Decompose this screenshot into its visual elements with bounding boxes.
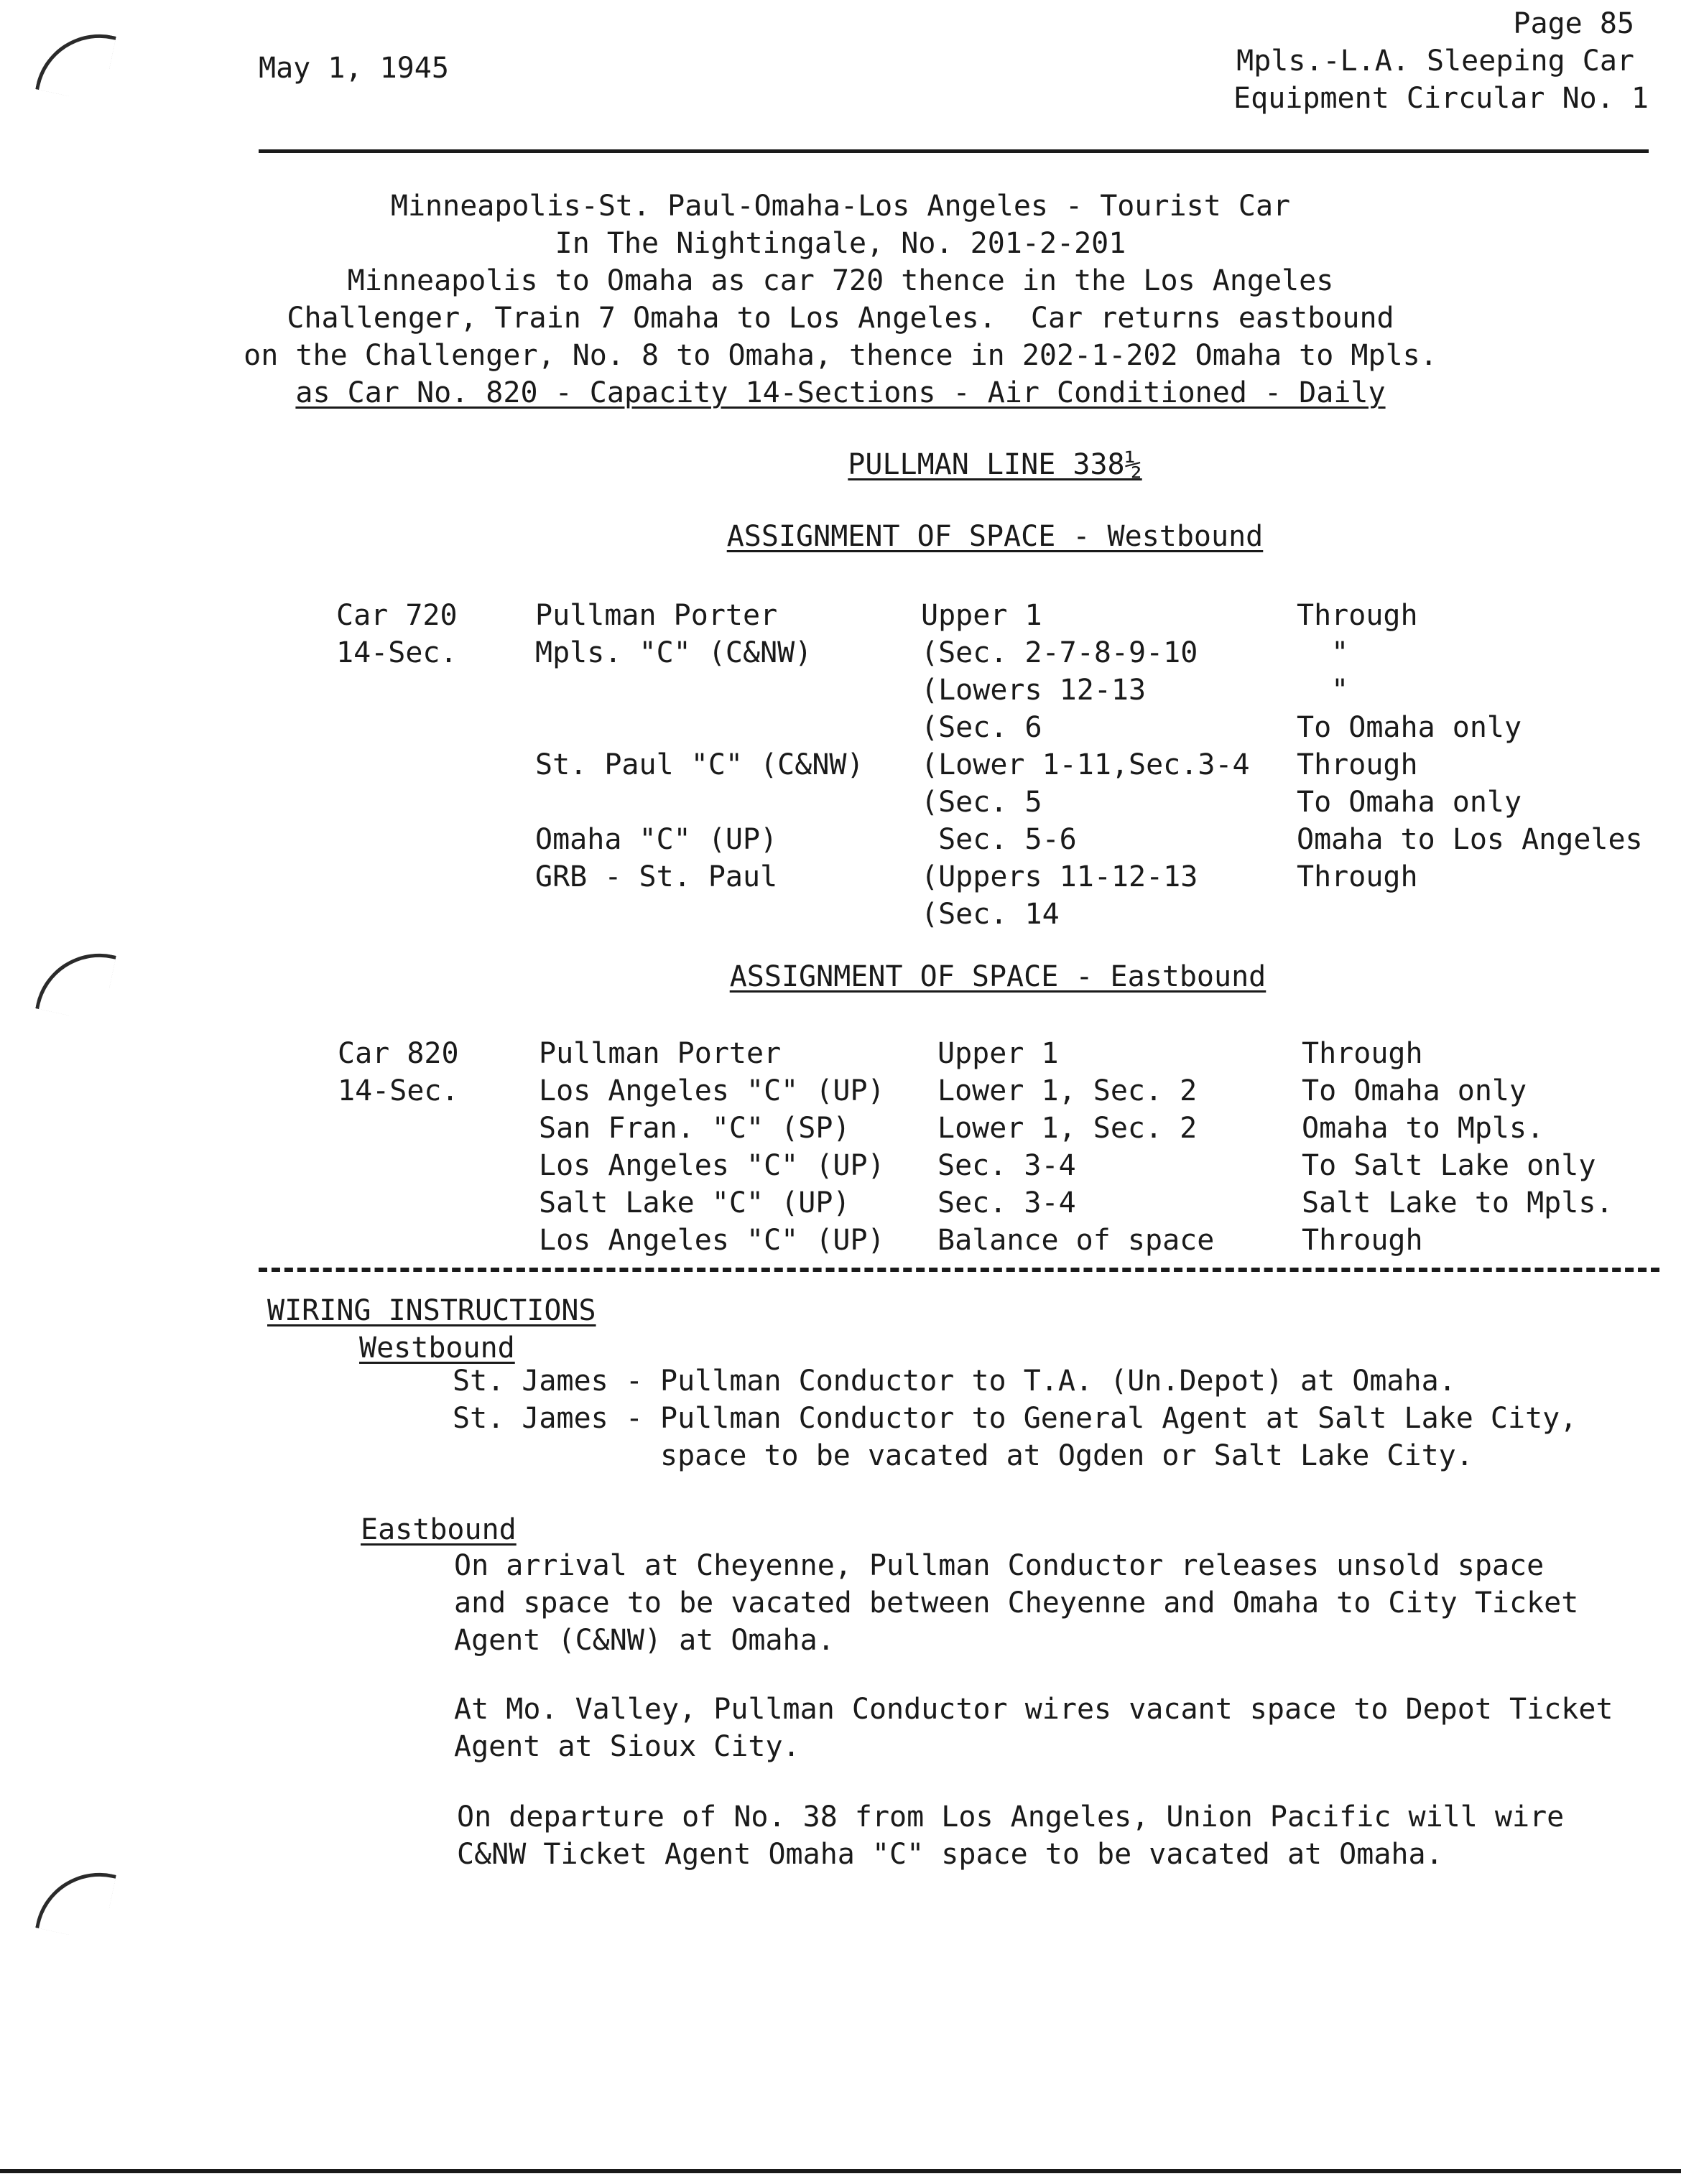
table-row-route: Salt Lake to Mpls. (1302, 1186, 1613, 1219)
eastbound-car-number: Car 820 (338, 1037, 459, 1070)
title-line-5: on the Challenger, No. 8 to Omaha, thence in 202-1-202 Omaha to Mpls. (244, 339, 1437, 372)
eastbound-car-type: 14-Sec. (338, 1074, 459, 1107)
table-row-agent: Pullman Porter (539, 1037, 782, 1070)
table-row-route: To Salt Lake only (1302, 1149, 1596, 1182)
table-row-space: Lower 1, Sec. 2 (937, 1112, 1198, 1145)
wiring-westbound-line-2: St. James - Pullman Conductor to General Agent at Salt Lake City, (453, 1402, 1578, 1435)
table-row-space: (Sec. 5 (921, 786, 1042, 819)
wiring-eastbound-paragraph-1-line-2: and space to be vacated between Cheyenne and Omaha to City Ticket (454, 1586, 1579, 1620)
punch-hole-mark-top (35, 22, 116, 103)
wiring-eastbound-paragraph-2-line-1: At Mo. Valley, Pullman Conductor wires vacant space to Depot Ticket (454, 1693, 1613, 1726)
wiring-westbound-line-1: St. James - Pullman Conductor to T.A. (Un.Depot) at Omaha. (453, 1365, 1456, 1398)
table-row-agent: GRB - St. Paul (535, 860, 778, 893)
wiring-eastbound-heading: Eastbound (361, 1513, 517, 1546)
table-row-agent: St. Paul "C" (C&NW) (535, 748, 864, 781)
table-row-agent: Los Angeles "C" (UP) (539, 1074, 885, 1107)
table-row-space: (Lower 1-11,Sec.3-4 (921, 748, 1250, 781)
wiring-eastbound-paragraph-1-line-1: On arrival at Cheyenne, Pullman Conductor releases unsold space (454, 1549, 1545, 1582)
table-row-route: " (1297, 636, 1349, 669)
pullman-line-heading: PULLMAN LINE 338½ (848, 448, 1142, 481)
title-line-6: as Car No. 820 - Capacity 14-Sections - Air Conditioned - Daily (295, 376, 1386, 409)
westbound-assignment-heading: ASSIGNMENT OF SPACE - Westbound (726, 520, 1264, 553)
header-page-number: Page 85 (1513, 7, 1634, 40)
page-bottom-edge (0, 2169, 1681, 2173)
table-row-agent: San Fran. "C" (SP) (539, 1112, 851, 1145)
eastbound-assignment-heading: ASSIGNMENT OF SPACE - Eastbound (729, 960, 1266, 993)
wiring-eastbound-paragraph-2-line-2: Agent at Sioux City. (454, 1730, 800, 1763)
table-row-route: To Omaha only (1297, 711, 1522, 744)
table-row-route: Omaha to Mpls. (1302, 1112, 1545, 1145)
title-line-3: Minneapolis to Omaha as car 720 thence in the Los Angeles (347, 264, 1334, 297)
table-row-space: (Sec. 6 (921, 711, 1042, 744)
table-row-space: (Lowers 12-13 (921, 674, 1147, 707)
table-row-space: (Sec. 14 (921, 898, 1060, 931)
wiring-westbound-line-3: space to be vacated at Ogden or Salt Lake City. (453, 1439, 1473, 1472)
table-row-space: Balance of space (937, 1224, 1215, 1257)
westbound-car-number: Car 720 (336, 599, 458, 632)
title-line-2: In The Nightingale, No. 201-2-201 (555, 227, 1126, 260)
table-row-agent: Mpls. "C" (C&NW) (535, 636, 812, 669)
table-row-space: Upper 1 (937, 1037, 1059, 1070)
header-circular-number: Equipment Circular No. 1 (1233, 82, 1649, 115)
wiring-eastbound-paragraph-3-line-2: C&NW Ticket Agent Omaha "C" space to be vacated at Omaha. (457, 1838, 1443, 1871)
table-row-agent: Omaha "C" (UP) (535, 823, 778, 856)
table-row-space: Sec. 3-4 (937, 1186, 1076, 1219)
table-row-route: Through (1302, 1037, 1423, 1070)
table-row-route: Through (1297, 748, 1418, 781)
westbound-car-type: 14-Sec. (336, 636, 458, 669)
table-row-agent: Los Angeles "C" (UP) (539, 1149, 885, 1182)
wiring-eastbound-paragraph-1-line-3: Agent (C&NW) at Omaha. (454, 1624, 835, 1657)
header-rule (259, 149, 1649, 153)
table-row-agent: Los Angeles "C" (UP) (539, 1224, 885, 1257)
table-row-space: Lower 1, Sec. 2 (937, 1074, 1198, 1107)
table-row-route: Through (1297, 599, 1418, 632)
table-row-agent: Salt Lake "C" (UP) (539, 1186, 851, 1219)
header-date: May 1, 1945 (259, 52, 449, 85)
table-row-space: (Sec. 2-7-8-9-10 (921, 636, 1198, 669)
section-divider-dashed (259, 1268, 1659, 1272)
table-row-route: To Omaha only (1302, 1074, 1527, 1107)
table-row-space: (Uppers 11-12-13 (921, 860, 1198, 893)
table-row-route: Through (1302, 1224, 1423, 1257)
wiring-instructions-heading: WIRING INSTRUCTIONS (267, 1294, 596, 1327)
table-row-route: " (1297, 674, 1349, 707)
table-row-space: Sec. 3-4 (937, 1149, 1076, 1182)
table-row-route: To Omaha only (1297, 786, 1522, 819)
title-line-4: Challenger, Train 7 Omaha to Los Angeles. Car returns eastbound (287, 302, 1394, 335)
table-row-space: Sec. 5-6 (921, 823, 1077, 856)
table-row-route: Omaha to Los Angeles (1297, 823, 1643, 856)
header-circular-title: Mpls.-L.A. Sleeping Car (1236, 45, 1634, 78)
table-row-agent: Pullman Porter (535, 599, 778, 632)
table-row-route: Through (1297, 860, 1418, 893)
table-row-space: Upper 1 (921, 599, 1042, 632)
title-line-1: Minneapolis-St. Paul-Omaha-Los Angeles - Tourist Car (390, 190, 1291, 223)
punch-hole-mark-bottom (35, 1861, 116, 1942)
wiring-westbound-heading: Westbound (359, 1332, 515, 1365)
wiring-eastbound-paragraph-3-line-1: On departure of No. 38 from Los Angeles, Union Pacific will wire (457, 1800, 1565, 1834)
